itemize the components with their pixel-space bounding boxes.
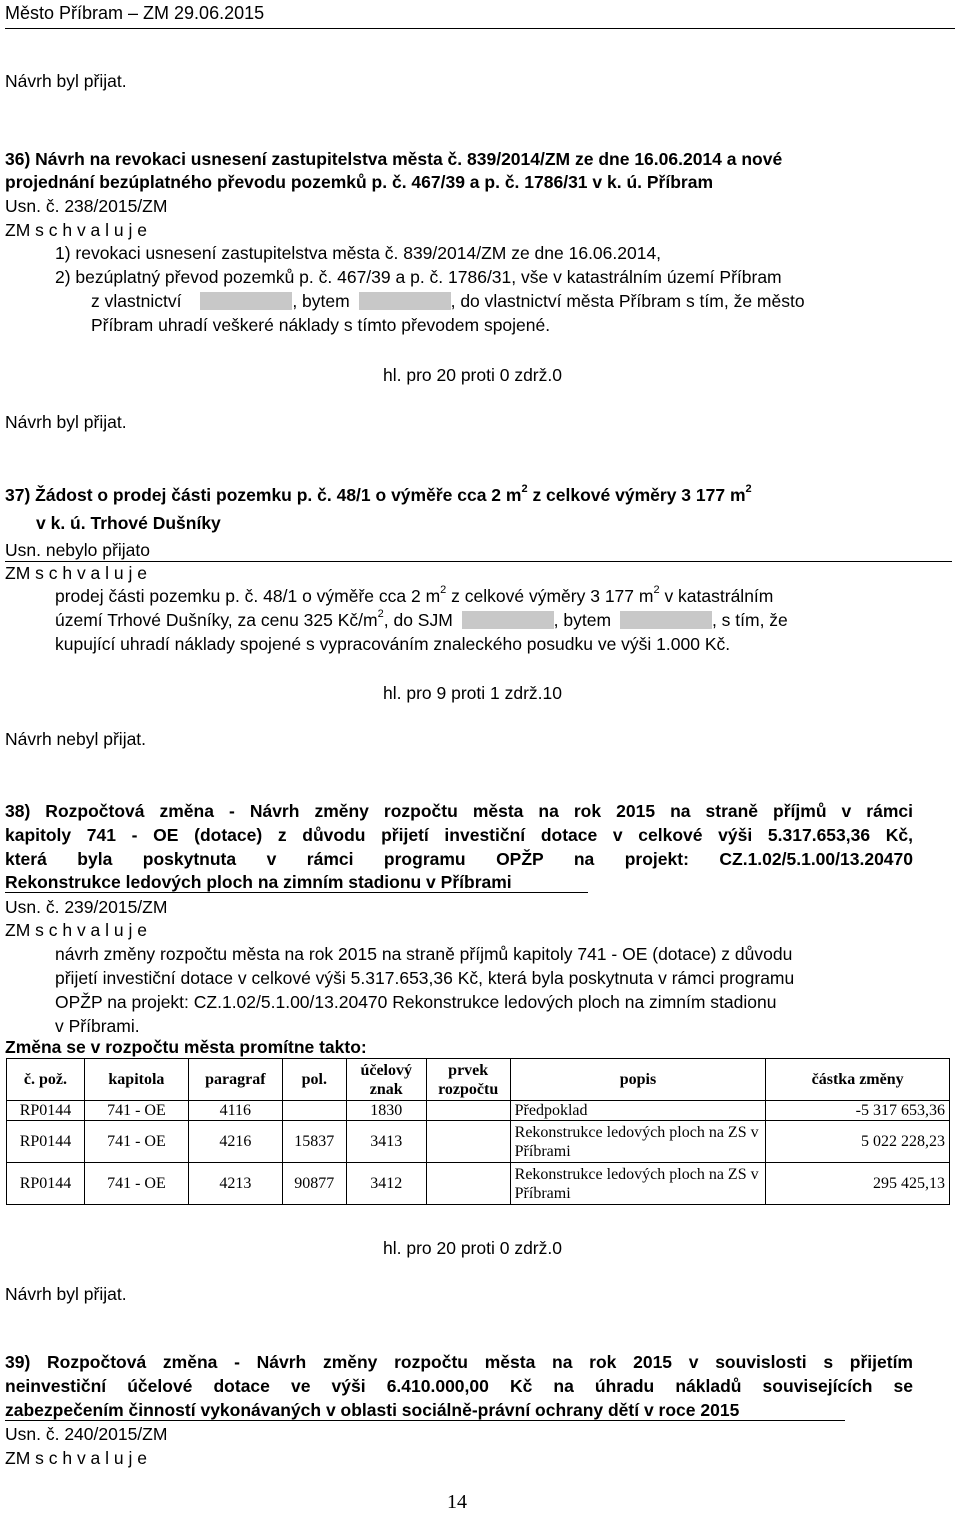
item-37-heading-line1 <box>5 485 752 505</box>
heading-underline <box>5 892 588 893</box>
column-header: kapitola <box>84 1059 188 1101</box>
table-cell <box>426 1163 510 1205</box>
table-cell: Rekonstrukce ledových ploch na ZS v Příbrami <box>510 1163 766 1205</box>
item-39-heading-line2: neinvestiční účelové dotace ve výši 6.410.000,00 Kč na úhradu nákladů souvisejících se <box>5 1376 913 1396</box>
text-fragment: z celkové výměry 3 177 m <box>446 586 654 606</box>
table-row <box>7 1121 950 1163</box>
vote-result: hl. pro 20 proti 0 zdrž.0 <box>383 365 562 385</box>
paragraph-line <box>55 586 773 606</box>
table-cell: 90877 <box>282 1163 346 1205</box>
table-cell: 4216 <box>188 1121 282 1163</box>
table-row <box>7 1101 950 1121</box>
result-text: Návrh byl přijat. <box>5 71 127 91</box>
paragraph-line: 2) bezúplatný převod pozemků p. č. 467/39 a p. č. 1786/31, vše v katastrálním území Příbram <box>55 267 782 287</box>
section-rule <box>5 561 952 562</box>
vote-result: hl. pro 20 proti 0 zdrž.0 <box>383 1238 562 1258</box>
text-fragment: , s tím, že <box>711 610 788 630</box>
superscript: 2 <box>377 608 384 621</box>
approves-label: ZM s c h v a l u j e <box>5 220 147 240</box>
table-cell: 295 425,13 <box>766 1163 950 1205</box>
text-fragment: z celkové výměry 3 177 m <box>527 485 746 505</box>
table-cell: -5 317 653,36 <box>766 1101 950 1121</box>
table-cell: 3412 <box>346 1163 426 1205</box>
superscript: 2 <box>440 584 447 597</box>
paragraph-line: kupující uhradí náklady spojené s vypracováním znaleckého posudku ve výši 1.000 Kč. <box>55 634 731 654</box>
item-37-heading-line2: v k. ú. Trhové Dušníky <box>36 513 221 533</box>
table-cell <box>282 1101 346 1121</box>
column-header: prvek rozpočtu <box>426 1059 510 1101</box>
item-36-heading-line1: 36) Návrh na revokaci usnesení zastupitelstva města č. 839/2014/ZM ze dne 16.06.2014 a nové <box>5 149 783 169</box>
text-fragment: 37) Žádost o prodej části pozemku p. č. 48/1 o výměře cca 2 m <box>5 485 522 505</box>
table-cell <box>426 1101 510 1121</box>
table-cell: RP0144 <box>7 1121 85 1163</box>
column-header: částka změny <box>766 1059 950 1101</box>
budget-change-table <box>6 1058 950 1205</box>
superscript: 2 <box>745 483 752 496</box>
table-header-row <box>7 1059 950 1101</box>
approves-label: ZM s c h v a l u j e <box>5 1448 147 1468</box>
table-cell: 4213 <box>188 1163 282 1205</box>
redacted-block <box>359 292 451 310</box>
item-36-heading-line2: projednání bezúplatného převodu pozemků p. č. 467/39 a p. č. 1786/31 v k. ú. Příbram <box>5 172 713 192</box>
text-fragment: , do vlastnictví města Příbram s tím, že město <box>450 291 805 311</box>
item-38-heading-line1: 38) Rozpočtová změna - Návrh změny rozpočtu města na rok 2015 na straně příjmů v rámci <box>5 801 913 821</box>
superscript: 2 <box>521 483 528 496</box>
item-38-heading-line3: která byla poskytnuta v rámci programu OPŽP na projekt: CZ.1.02/5.1.00/13.20470 <box>5 849 913 869</box>
paragraph-line: Příbram uhradí veškeré náklady s tímto převodem spojené. <box>91 315 551 335</box>
paragraph-line: OPŽP na projekt: CZ.1.02/5.1.00/13.20470 Rekonstrukce ledových ploch na zimním stadionu <box>55 992 777 1012</box>
table-cell: 5 022 228,23 <box>766 1121 950 1163</box>
item-39-heading-line1: 39) Rozpočtová změna - Návrh změny rozpočtu města na rok 2015 v souvislosti s přijetím <box>5 1352 913 1372</box>
resolution-number: Usn. nebylo přijato <box>5 540 150 560</box>
table-cell: 741 - OE <box>84 1121 188 1163</box>
paragraph-line: přijetí investiční dotace v celkové výši 5.317.653,36 Kč, která byla poskytnuta v rámci programu <box>55 968 795 988</box>
table-cell: 1830 <box>346 1101 426 1121</box>
result-text: Návrh byl přijat. <box>5 1284 127 1304</box>
text-fragment: území Trhové Dušníky, za cenu 325 Kč/m <box>55 610 378 630</box>
text-fragment: , do SJM <box>383 610 453 630</box>
paragraph-line <box>91 291 805 311</box>
table-cell: Rekonstrukce ledových ploch na ZS v Příbrami <box>510 1121 766 1163</box>
vote-result: hl. pro 9 proti 1 zdrž.10 <box>383 683 562 703</box>
result-text: Návrh nebyl přijat. <box>5 729 147 749</box>
column-header: účelový znak <box>346 1059 426 1101</box>
change-title: Změna se v rozpočtu města promítne takto: <box>5 1037 367 1057</box>
item-38-heading-line2: kapitoly 741 - OE (dotace) z důvodu přijetí investiční dotace v celkové výši 5.317.653,36 Kč, <box>5 825 913 845</box>
table-cell <box>426 1121 510 1163</box>
paragraph-line <box>55 610 788 630</box>
text-fragment: , bytem <box>553 610 612 630</box>
redacted-block <box>462 611 554 629</box>
resolution-number: Usn. č. 239/2015/ZM <box>5 897 168 917</box>
table-cell: RP0144 <box>7 1101 85 1121</box>
text-fragment: prodej části pozemku p. č. 48/1 o výměře cca 2 m <box>55 586 441 606</box>
paragraph-line: v Příbrami. <box>55 1016 140 1036</box>
approves-label: ZM s c h v a l u j e <box>5 920 147 940</box>
paragraph-line: návrh změny rozpočtu města na rok 2015 na straně příjmů kapitoly 741 - OE (dotace) z důvodu <box>55 944 793 964</box>
paragraph-line: 1) revokaci usnesení zastupitelstva města č. 839/2014/ZM ze dne 16.06.2014, <box>55 243 662 263</box>
page-number: 14 <box>447 1491 467 1513</box>
column-header: pol. <box>282 1059 346 1101</box>
table-cell: RP0144 <box>7 1163 85 1205</box>
page-header: Město Příbram – ZM 29.06.2015 <box>5 3 265 23</box>
header-rule <box>5 28 955 29</box>
item-38-heading-line4: Rekonstrukce ledových ploch na zimním stadionu v Příbrami <box>5 872 512 892</box>
table-cell: 4116 <box>188 1101 282 1121</box>
column-header: paragraf <box>188 1059 282 1101</box>
text-fragment: , bytem <box>292 291 350 311</box>
table-cell: 741 - OE <box>84 1163 188 1205</box>
text-fragment: z vlastnictví <box>91 291 182 311</box>
column-header: č. pož. <box>7 1059 85 1101</box>
result-text: Návrh byl přijat. <box>5 412 127 432</box>
heading-underline <box>5 1420 845 1421</box>
table-cell: 741 - OE <box>84 1101 188 1121</box>
redacted-block <box>620 611 712 629</box>
superscript: 2 <box>653 584 660 597</box>
resolution-number: Usn. č. 238/2015/ZM <box>5 196 168 216</box>
table-cell: Předpoklad <box>510 1101 766 1121</box>
redacted-block <box>200 292 292 310</box>
table-row <box>7 1163 950 1205</box>
item-39-heading-line3: zabezpečením činností vykonávaných v oblasti sociálně-právní ochrany dětí v roce 2015 <box>5 1400 740 1420</box>
table-cell: 3413 <box>346 1121 426 1163</box>
approves-label: ZM s c h v a l u j e <box>5 563 147 583</box>
resolution-number: Usn. č. 240/2015/ZM <box>5 1424 168 1444</box>
table-cell: 15837 <box>282 1121 346 1163</box>
column-header: popis <box>510 1059 766 1101</box>
text-fragment: v katastrálním <box>659 586 774 606</box>
